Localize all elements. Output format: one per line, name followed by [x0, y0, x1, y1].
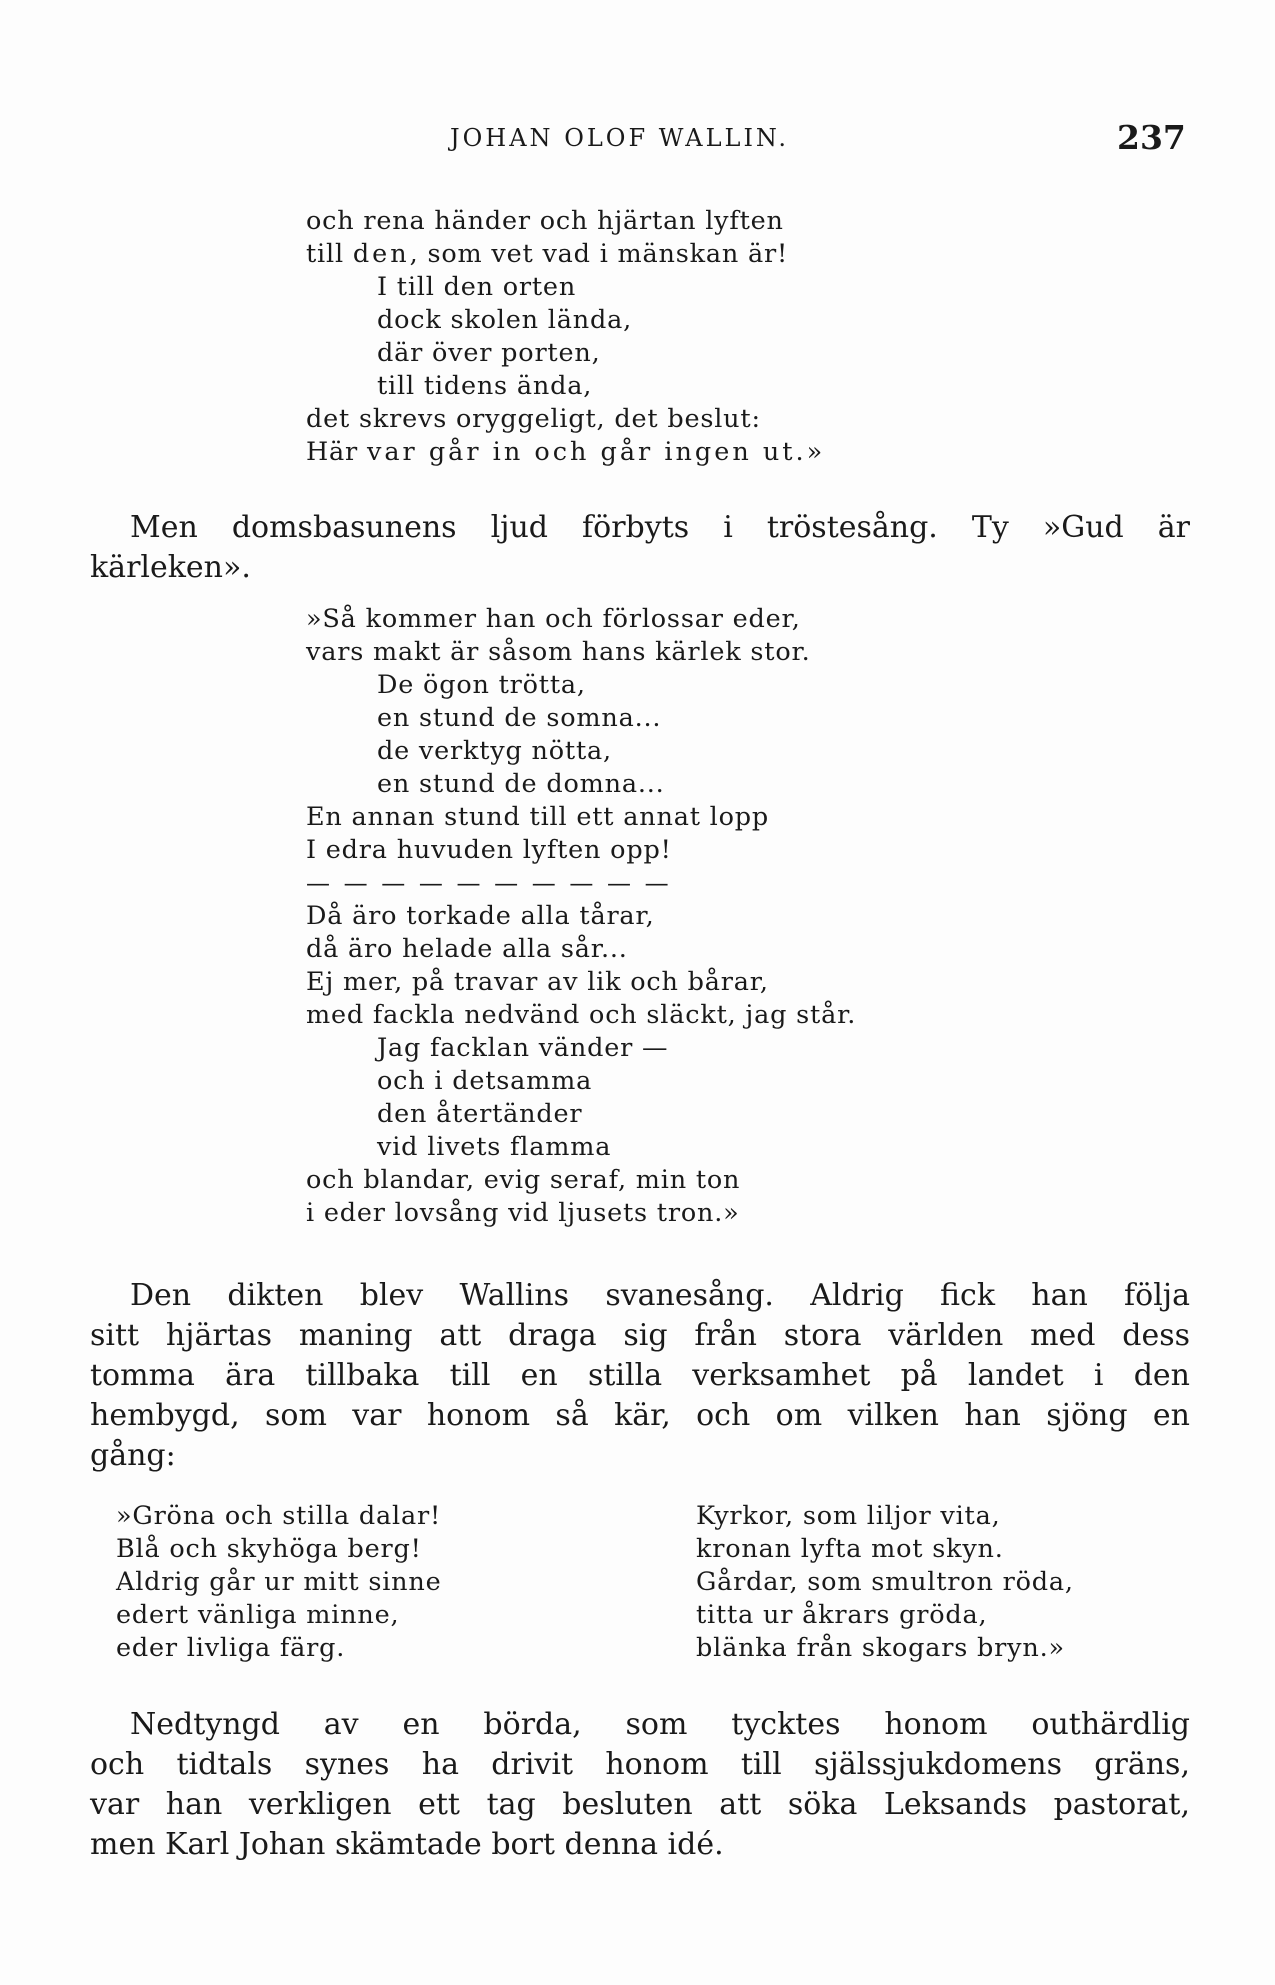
prose-line: sitt hjärtas maning att draga sig från stora världen med dess	[90, 1318, 1190, 1353]
poem-column-right	[696, 1500, 1074, 1665]
poem-line: en stund de somna...	[377, 703, 662, 733]
prose-line: Nedtyngd av en börda, som tycktes honom outhärdlig	[130, 1707, 1190, 1742]
poem-line: till tidens ända,	[377, 371, 593, 401]
prose-line: hembygd, som var honom så kär, och om vilken han sjöng en	[90, 1398, 1190, 1433]
poem-line: och rena händer och hjärtan lyften	[306, 206, 784, 236]
page-number: 237	[1117, 118, 1186, 157]
poem-line: Gårdar, som smultron röda,	[696, 1567, 1074, 1597]
prose-line: Men domsbasunens ljud förbyts i tröstesång. Ty »Gud är	[130, 510, 1190, 545]
poem-line: Kyrkor, som liljor vita,	[696, 1501, 1001, 1531]
poem-line: Ej mer, på travar av lik och bårar,	[306, 967, 769, 997]
prose-line: och tidtals synes ha drivit honom till själssjukdomens gräns,	[90, 1747, 1190, 1782]
prose-line: kärleken».	[90, 550, 251, 585]
prose-line: tomma ära tillbaka till en stilla verksamhet på landet i den	[90, 1358, 1190, 1393]
poem-line: I edra huvuden lyften opp!	[306, 835, 672, 865]
poem-column-left	[116, 1500, 442, 1665]
poem-line: vid livets flamma	[377, 1132, 612, 1162]
poem-line: »Gröna och stilla dalar!	[116, 1501, 442, 1531]
prose-line: Den dikten blev Wallins svanesång. Aldrig fick han följa	[130, 1278, 1190, 1313]
spaced-emphasis: var går in och går ingen ut.	[366, 437, 807, 467]
poem-line: med fackla nedvänd och släckt, jag står.	[306, 1000, 857, 1030]
poem-line: titta ur åkrars gröda,	[696, 1600, 988, 1630]
poem-line: »Så kommer han och förlossar eder,	[306, 604, 801, 634]
poem-line: edert vänliga minne,	[116, 1600, 400, 1630]
running-title: JOHAN OLOF WALLIN.	[450, 124, 790, 152]
poem-line: Blå och skyhöga berg!	[116, 1534, 422, 1564]
poem-line: Aldrig går ur mitt sinne	[116, 1567, 442, 1597]
poem-line: En annan stund till ett annat lopp	[306, 802, 770, 832]
poem-line	[306, 436, 823, 469]
poem-line: blänka från skogars bryn.»	[696, 1633, 1065, 1663]
poem-line: den återtänder	[377, 1099, 583, 1129]
poem-line: och blandar, evig seraf, min ton	[306, 1165, 741, 1195]
poem-line: kronan lyfta mot skyn.	[696, 1534, 1004, 1564]
paragraph-1	[90, 508, 1190, 588]
poem-line: där över porten,	[377, 338, 601, 368]
spaced-emphasis: den	[352, 239, 410, 269]
poem-line: och i detsamma	[377, 1066, 593, 1096]
poem-line: Då äro torkade alla tårar,	[306, 901, 655, 931]
prose-line: var han verkligen ett tag besluten att söka Leksands pastorat,	[90, 1787, 1190, 1822]
dash-divider: — — — — — — — — — —	[306, 869, 672, 897]
poem-line: de verktyg nötta,	[377, 736, 612, 766]
poem-line: De ögon trötta,	[377, 670, 586, 700]
poem-line: Jag facklan vänder —	[377, 1033, 669, 1063]
paragraph-3	[90, 1705, 1190, 1865]
poem-stanza-1	[306, 205, 823, 469]
poem-line: eder livliga färg.	[116, 1633, 346, 1663]
poem-text: till	[306, 239, 353, 269]
prose-line: gång:	[90, 1438, 176, 1473]
poem-text: Här	[306, 437, 367, 467]
poem-line: det skrevs oryggeligt, det beslut:	[306, 404, 761, 434]
prose-line: men Karl Johan skämtade bort denna idé.	[90, 1827, 724, 1862]
poem-text: »	[806, 437, 824, 467]
poem-line: I till den orten	[377, 272, 577, 302]
poem-line: vars makt är såsom hans kärlek stor.	[306, 637, 811, 667]
poem-line: en stund de domna...	[377, 769, 665, 799]
poem-line: i eder lovsång vid ljusets tron.»	[306, 1198, 740, 1228]
poem-text: , som vet vad i mänskan är!	[409, 239, 789, 269]
poem-stanza-2	[306, 603, 856, 1230]
poem-line: då äro helade alla sår...	[306, 934, 628, 964]
paragraph-2	[90, 1276, 1190, 1476]
poem-line	[306, 238, 823, 271]
poem-line: dock skolen lända,	[377, 305, 632, 335]
